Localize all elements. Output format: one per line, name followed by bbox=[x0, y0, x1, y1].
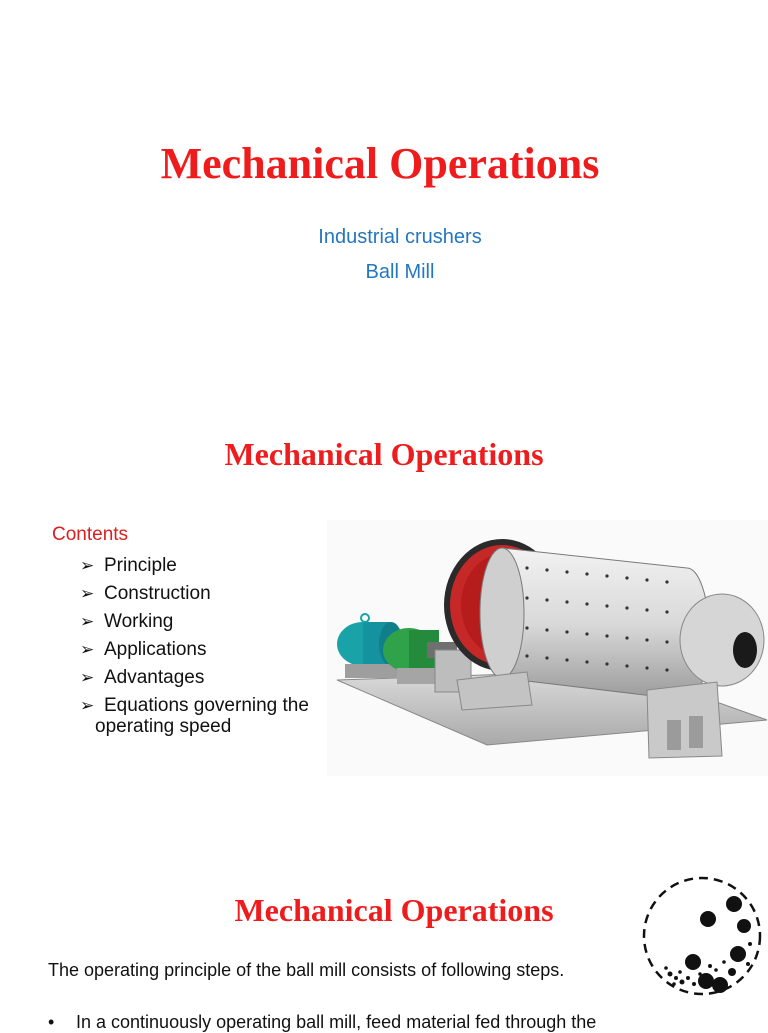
list-item bbox=[80, 664, 309, 692]
contents-list bbox=[80, 552, 309, 720]
list-item-label: Working bbox=[104, 611, 174, 632]
list-item-continuation: operating speed bbox=[95, 716, 232, 737]
subtitle-ball-mill: Ball Mill bbox=[365, 261, 435, 283]
ball-mill-image bbox=[327, 520, 768, 776]
slide-principle-heading: Mechanical Operations bbox=[234, 892, 554, 928]
slide-title-heading: Mechanical Operations bbox=[160, 139, 600, 188]
subtitle-industrial-crushers: Industrial crushers bbox=[318, 226, 482, 248]
arrow-bullet-icon: ➢ bbox=[80, 640, 95, 659]
bullet-icon: • bbox=[48, 1012, 55, 1032]
list-item-label: Advantages bbox=[104, 667, 205, 688]
principle-paragraph: The operating principle of the ball mill consists of following steps. bbox=[48, 960, 565, 980]
list-item bbox=[80, 608, 309, 636]
list-item-label: Construction bbox=[104, 583, 211, 604]
slide-contents bbox=[0, 420, 768, 780]
slide-title bbox=[0, 0, 768, 330]
list-item-label: Applications bbox=[104, 639, 207, 660]
list-item-label: Equations governing the bbox=[104, 695, 309, 716]
principle-bullet bbox=[48, 1012, 596, 1033]
contents-label: Contents bbox=[52, 524, 129, 545]
arrow-bullet-icon: ➢ bbox=[80, 668, 95, 687]
list-item bbox=[80, 636, 309, 664]
arrow-bullet-icon: ➢ bbox=[80, 612, 95, 631]
arrow-bullet-icon: ➢ bbox=[80, 556, 95, 575]
list-item bbox=[80, 580, 309, 608]
principle-bullet-text: In a continuously operating ball mill, feed material fed through the bbox=[76, 1012, 597, 1032]
ball-mill-cross-section-icon bbox=[640, 874, 764, 998]
arrow-bullet-icon: ➢ bbox=[80, 696, 95, 715]
slide-principle bbox=[0, 860, 768, 1032]
slide-contents-heading: Mechanical Operations bbox=[224, 436, 544, 472]
arrow-bullet-icon: ➢ bbox=[80, 584, 95, 603]
list-item bbox=[80, 552, 309, 580]
list-item-label: Principle bbox=[104, 555, 177, 576]
